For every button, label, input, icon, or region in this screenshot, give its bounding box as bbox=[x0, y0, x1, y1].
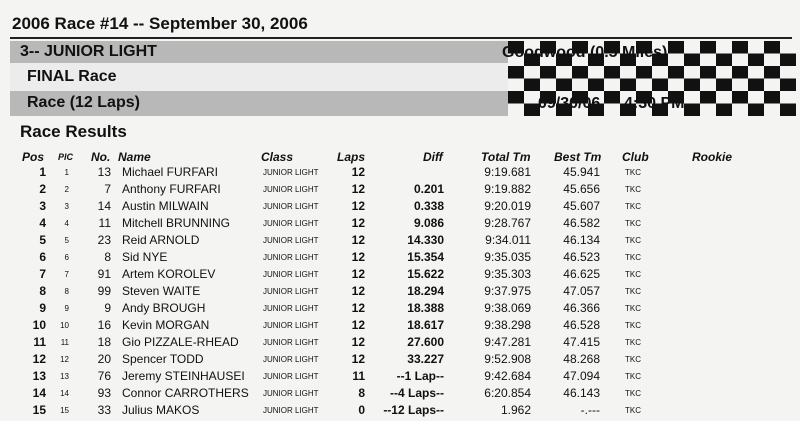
cell-total: 9:35.303 bbox=[484, 267, 531, 281]
cell-name: Julius MAKOS bbox=[122, 403, 200, 417]
cell-diff: --12 Laps-- bbox=[383, 403, 444, 417]
cell-no: 16 bbox=[97, 318, 111, 332]
cell-no: 11 bbox=[98, 216, 111, 230]
cell-class: JUNIOR LIGHT bbox=[263, 406, 319, 415]
cell-diff: 15.354 bbox=[407, 250, 444, 264]
cell-club: TKC bbox=[625, 406, 641, 415]
cell-pic: 6 bbox=[64, 253, 69, 262]
cell-pos: 7 bbox=[39, 267, 46, 281]
cell-diff: 14.330 bbox=[407, 233, 444, 247]
cell-diff: --1 Lap-- bbox=[396, 369, 444, 383]
cell-best: 46.143 bbox=[563, 386, 600, 400]
col-header-no: No. bbox=[91, 150, 111, 164]
cell-pic: 4 bbox=[64, 219, 69, 228]
cell-no: 9 bbox=[104, 301, 111, 315]
cell-total: 9:19.681 bbox=[484, 165, 531, 179]
event-title: 2006 Race #14 -- September 30, 2006 bbox=[12, 14, 308, 33]
cell-total: 9:19.882 bbox=[484, 182, 531, 196]
cell-club: TKC bbox=[625, 338, 641, 347]
cell-pic: 8 bbox=[64, 287, 69, 296]
cell-laps: 12 bbox=[351, 199, 365, 213]
cell-total: 9:37.975 bbox=[484, 284, 531, 298]
cell-pos: 5 bbox=[39, 233, 46, 247]
cell-club: TKC bbox=[625, 321, 641, 330]
cell-pos: 1 bbox=[39, 165, 46, 179]
cell-best: -.--- bbox=[580, 403, 600, 417]
cell-pic: 1 bbox=[64, 168, 69, 177]
cell-best: 46.523 bbox=[563, 250, 600, 264]
table-row bbox=[0, 369, 800, 386]
cell-class: JUNIOR LIGHT bbox=[263, 338, 319, 347]
cell-laps: 11 bbox=[352, 369, 365, 383]
cell-pos: 2 bbox=[39, 182, 46, 196]
cell-club: TKC bbox=[625, 236, 641, 245]
cell-pic: 10 bbox=[60, 321, 69, 330]
title-divider bbox=[10, 37, 792, 39]
cell-club: TKC bbox=[625, 202, 641, 211]
cell-name: Mitchell BRUNNING bbox=[122, 216, 231, 230]
cell-pic: 11 bbox=[60, 338, 69, 347]
cell-best: 46.134 bbox=[563, 233, 600, 247]
table-row bbox=[0, 233, 800, 250]
session-label: FINAL Race bbox=[27, 68, 117, 85]
cell-class: JUNIOR LIGHT bbox=[263, 287, 319, 296]
cell-club: TKC bbox=[625, 372, 641, 381]
cell-laps: 0 bbox=[358, 403, 365, 417]
cell-pos: 14 bbox=[32, 386, 46, 400]
cell-name: Jeremy STEINHAUSEI bbox=[122, 369, 245, 383]
cell-class: JUNIOR LIGHT bbox=[263, 321, 319, 330]
cell-diff: 18.388 bbox=[407, 301, 444, 315]
cell-pos: 13 bbox=[32, 369, 46, 383]
cell-pic: 13 bbox=[60, 372, 69, 381]
cell-pos: 8 bbox=[39, 284, 46, 298]
race-description: Race (12 Laps) bbox=[27, 94, 140, 111]
cell-no: 18 bbox=[97, 335, 111, 349]
cell-laps: 12 bbox=[351, 318, 365, 332]
table-row bbox=[0, 199, 800, 216]
cell-club: TKC bbox=[625, 304, 641, 313]
table-row bbox=[0, 318, 800, 335]
cell-name: Kevin MORGAN bbox=[122, 318, 210, 332]
cell-pos: 6 bbox=[39, 250, 46, 264]
table-row bbox=[0, 216, 800, 233]
cell-pic: 5 bbox=[64, 236, 69, 245]
table-row bbox=[0, 352, 800, 369]
cell-club: TKC bbox=[625, 270, 641, 279]
cell-name: Sid NYE bbox=[122, 250, 168, 264]
cell-total: 6:20.854 bbox=[484, 386, 531, 400]
cell-class: JUNIOR LIGHT bbox=[263, 270, 319, 279]
cell-best: 48.268 bbox=[563, 352, 600, 366]
cell-diff: 33.227 bbox=[407, 352, 444, 366]
col-header-rookie: Rookie bbox=[692, 150, 733, 164]
track-name: Goodwood (0.5 Miles) bbox=[502, 44, 668, 61]
cell-name: Anthony FURFARI bbox=[122, 182, 221, 196]
cell-class: JUNIOR LIGHT bbox=[263, 355, 319, 364]
cell-pic: 2 bbox=[64, 185, 69, 194]
cell-class: JUNIOR LIGHT bbox=[263, 253, 319, 262]
cell-class: JUNIOR LIGHT bbox=[263, 372, 319, 381]
cell-laps: 12 bbox=[351, 352, 365, 366]
cell-no: 93 bbox=[97, 386, 111, 400]
cell-best: 46.366 bbox=[563, 301, 600, 315]
col-header-diff: Diff bbox=[423, 150, 443, 164]
cell-pic: 7 bbox=[64, 270, 69, 279]
cell-pos: 4 bbox=[39, 216, 46, 230]
cell-name: Reid ARNOLD bbox=[122, 233, 200, 247]
cell-no: 76 bbox=[97, 369, 111, 383]
cell-name: Michael FURFARI bbox=[122, 165, 219, 179]
col-header-class: Class bbox=[261, 150, 294, 164]
cell-name: Andy BROUGH bbox=[122, 301, 206, 315]
cell-name: Spencer TODD bbox=[122, 352, 204, 366]
cell-best: 46.625 bbox=[563, 267, 600, 281]
col-header-best: Best Tm bbox=[554, 150, 602, 164]
cell-class: JUNIOR LIGHT bbox=[263, 389, 319, 398]
cell-laps: 12 bbox=[351, 335, 365, 349]
section-title: Race Results bbox=[20, 122, 127, 141]
cell-club: TKC bbox=[625, 355, 641, 364]
cell-best: 45.656 bbox=[563, 182, 600, 196]
cell-diff: 9.086 bbox=[413, 216, 444, 230]
cell-laps: 12 bbox=[351, 233, 365, 247]
cell-no: 13 bbox=[97, 165, 111, 179]
cell-class: JUNIOR LIGHT bbox=[263, 168, 319, 177]
cell-best: 46.582 bbox=[563, 216, 600, 230]
class-label: 3-- JUNIOR LIGHT bbox=[20, 43, 157, 60]
race-time: 4:30 PM bbox=[624, 95, 685, 112]
cell-class: JUNIOR LIGHT bbox=[263, 219, 319, 228]
cell-pos: 3 bbox=[39, 199, 46, 213]
cell-total: 9:52.908 bbox=[484, 352, 531, 366]
cell-pic: 3 bbox=[64, 202, 69, 211]
table-row bbox=[0, 267, 800, 284]
cell-club: TKC bbox=[625, 168, 641, 177]
cell-diff: 18.617 bbox=[407, 318, 444, 332]
cell-best: 46.528 bbox=[563, 318, 600, 332]
cell-no: 20 bbox=[97, 352, 111, 366]
cell-no: 23 bbox=[97, 233, 111, 247]
cell-no: 8 bbox=[104, 250, 111, 264]
cell-diff: 0.338 bbox=[413, 199, 444, 213]
cell-name: Connor CARROTHERS bbox=[122, 386, 249, 400]
cell-class: JUNIOR LIGHT bbox=[263, 304, 319, 313]
cell-best: 45.941 bbox=[563, 165, 600, 179]
cell-club: TKC bbox=[625, 389, 641, 398]
cell-laps: 12 bbox=[351, 182, 365, 196]
cell-laps: 12 bbox=[351, 216, 365, 230]
cell-total: 9:47.281 bbox=[484, 335, 531, 349]
table-row bbox=[0, 386, 800, 403]
table-row bbox=[0, 165, 800, 182]
cell-diff: 18.294 bbox=[407, 284, 444, 298]
col-header-club: Club bbox=[622, 150, 649, 164]
cell-pic: 15 bbox=[60, 406, 69, 415]
cell-laps: 12 bbox=[351, 267, 365, 281]
cell-no: 33 bbox=[97, 403, 111, 417]
cell-best: 47.057 bbox=[563, 284, 600, 298]
col-header-laps: Laps bbox=[337, 150, 366, 164]
cell-class: JUNIOR LIGHT bbox=[263, 185, 319, 194]
cell-name: Gio PIZZALE-RHEAD bbox=[122, 335, 239, 349]
cell-no: 99 bbox=[97, 284, 111, 298]
cell-pos: 11 bbox=[33, 335, 46, 349]
table-row bbox=[0, 250, 800, 267]
table-row bbox=[0, 284, 800, 301]
cell-best: 47.415 bbox=[563, 335, 600, 349]
cell-diff: 27.600 bbox=[407, 335, 444, 349]
cell-no: 7 bbox=[104, 182, 111, 196]
cell-total: 9:28.767 bbox=[484, 216, 531, 230]
cell-no: 14 bbox=[97, 199, 111, 213]
table-row bbox=[0, 335, 800, 352]
cell-club: TKC bbox=[625, 219, 641, 228]
cell-pic: 14 bbox=[60, 389, 69, 398]
col-header-total: Total Tm bbox=[481, 150, 531, 164]
table-row bbox=[0, 182, 800, 199]
cell-best: 45.607 bbox=[563, 199, 600, 213]
cell-total: 9:38.298 bbox=[484, 318, 531, 332]
cell-name: Artem KOROLEV bbox=[122, 267, 216, 281]
cell-laps: 12 bbox=[351, 284, 365, 298]
cell-class: JUNIOR LIGHT bbox=[263, 202, 319, 211]
cell-total: 9:34.011 bbox=[485, 233, 531, 247]
cell-laps: 12 bbox=[351, 165, 365, 179]
cell-total: 1.962 bbox=[500, 403, 531, 417]
cell-pic: 12 bbox=[60, 355, 69, 364]
cell-diff: 0.201 bbox=[413, 182, 444, 196]
cell-total: 9:20.019 bbox=[484, 199, 531, 213]
cell-diff: 15.622 bbox=[407, 267, 444, 281]
cell-laps: 8 bbox=[358, 386, 365, 400]
cell-total: 9:42.684 bbox=[484, 369, 531, 383]
cell-name: Austin MILWAIN bbox=[122, 199, 209, 213]
cell-club: TKC bbox=[625, 287, 641, 296]
cell-pos: 12 bbox=[32, 352, 46, 366]
cell-pos: 9 bbox=[39, 301, 46, 315]
race-date: 09/30/06 bbox=[538, 95, 601, 112]
col-header-name: Name bbox=[118, 150, 151, 164]
table-row bbox=[0, 403, 800, 420]
cell-laps: 12 bbox=[351, 250, 365, 264]
col-header-pos: Pos bbox=[22, 150, 45, 164]
cell-pic: 9 bbox=[64, 304, 69, 313]
cell-laps: 12 bbox=[351, 301, 365, 315]
cell-name: Steven WAITE bbox=[122, 284, 201, 298]
col-header-pic: PIC bbox=[58, 152, 74, 162]
cell-total: 9:38.069 bbox=[484, 301, 531, 315]
cell-club: TKC bbox=[625, 253, 641, 262]
cell-no: 91 bbox=[97, 267, 111, 281]
cell-class: JUNIOR LIGHT bbox=[263, 236, 319, 245]
cell-pos: 10 bbox=[32, 318, 46, 332]
table-row bbox=[0, 301, 800, 318]
cell-best: 47.094 bbox=[563, 369, 600, 383]
cell-total: 9:35.035 bbox=[484, 250, 531, 264]
cell-pos: 15 bbox=[32, 403, 46, 417]
cell-club: TKC bbox=[625, 185, 641, 194]
cell-diff: --4 Laps-- bbox=[390, 386, 444, 400]
